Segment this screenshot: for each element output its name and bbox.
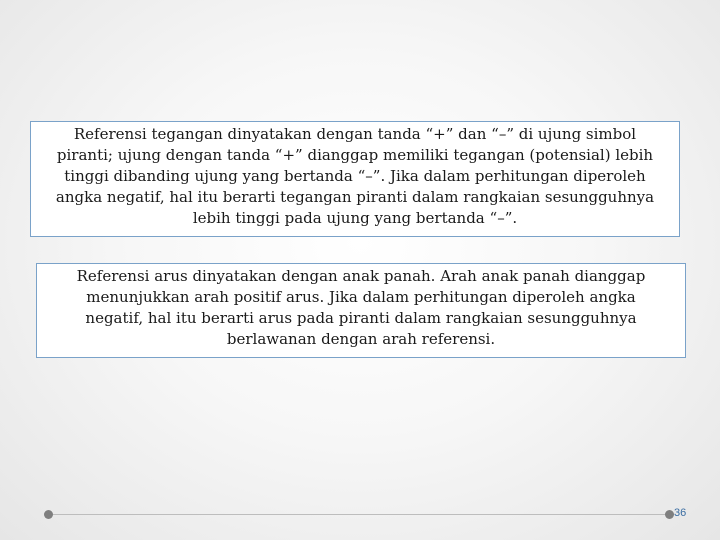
- footer-divider: [48, 514, 674, 515]
- page-number: 36: [674, 507, 687, 519]
- footer-left-dot-icon: [44, 510, 53, 519]
- voltage-reference-textbox: Referensi tegangan dinyatakan dengan tanda “+” dan “–” di ujung simbol piranti; ujung dengan tanda “+” dianggap memiliki tegangan (potensial) lebih tinggi dibanding ujung yang bertanda “–”. Jika dalam perhitungan diperoleh angka negatif, hal itu berarti tegangan piranti dalam rangkaian sesungguhnya lebih tinggi pada ujung yang bertanda “–”.: [30, 121, 680, 237]
- footer-right-dot-icon: [665, 510, 674, 519]
- current-reference-textbox: Referensi arus dinyatakan dengan anak panah. Arah anak panah dianggap menunjukkan arah positif arus. Jika dalam perhitungan diperoleh angka negatif, hal itu berarti arus pada piranti dalam rangkaian sesungguhnya berlawanan dengan arah referensi.: [36, 263, 686, 358]
